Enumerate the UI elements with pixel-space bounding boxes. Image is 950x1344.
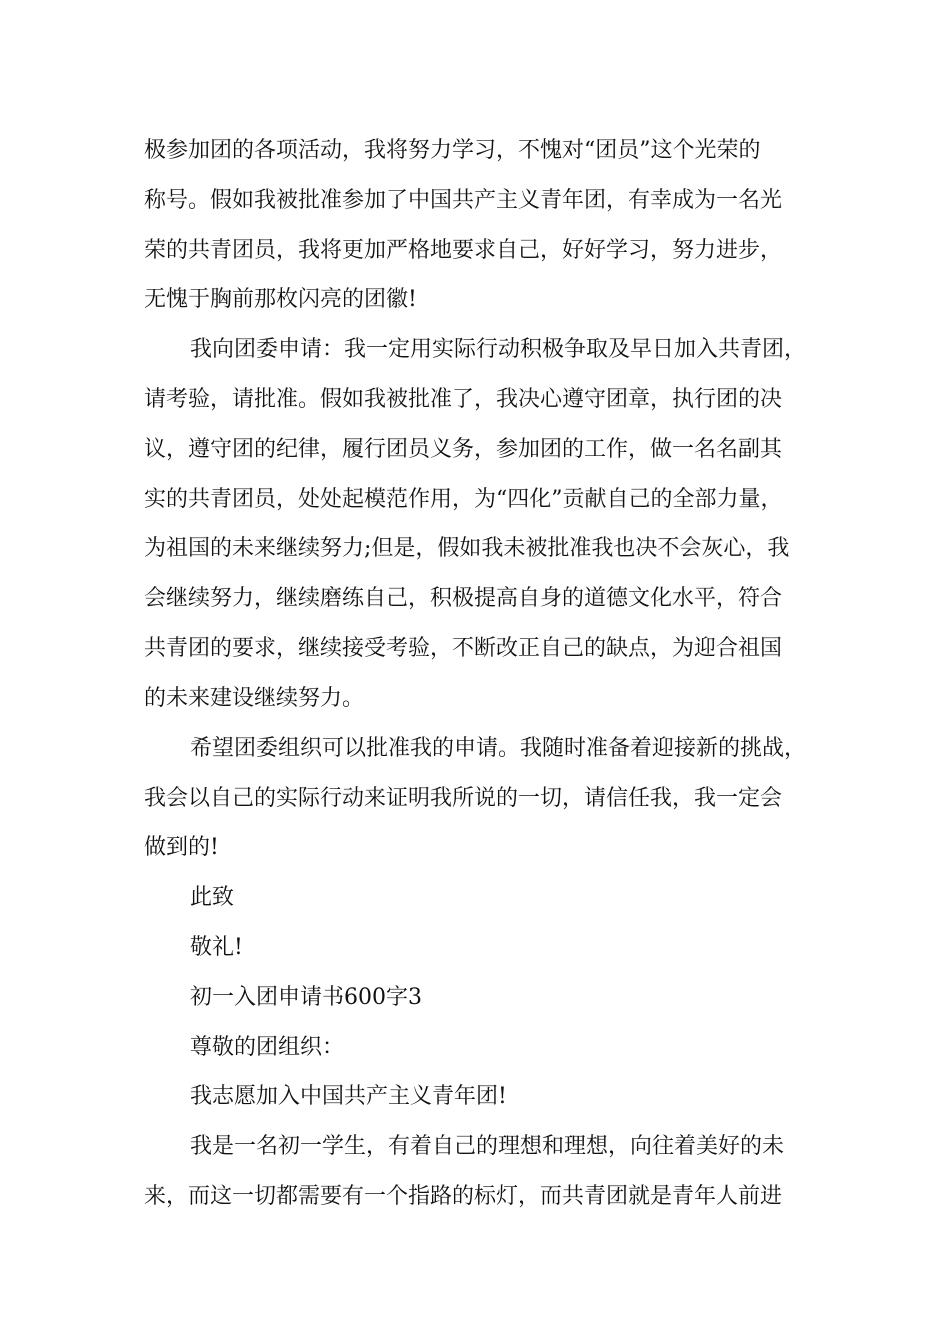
text-line: 无愧于胸前那枚闪亮的团徽! <box>144 287 417 312</box>
text-line: 荣的共青团员，我将更加严格地要求自己，好好学习，努力进步， <box>144 238 783 263</box>
text-line: 极参加团的各项活动，我将努力学习，不愧对“团员”这个光荣的 <box>144 138 761 163</box>
text-line: 称号。假如我被批准参加了中国共产主义青年团，有幸成为一名光 <box>144 188 783 213</box>
text-line: 共青团的要求，继续接受考验，不断改正自己的缺点，为迎合祖国 <box>144 636 783 661</box>
text-line: 会继续努力，继续磨练自己，积极提高自身的道德文化水平，符合 <box>144 586 783 611</box>
text-line: 议，遵守团的纪律，履行团员义务，参加团的工作，做一名名副其 <box>144 437 783 462</box>
text-line: 请考验，请批准。假如我被批准了，我决心遵守团章，执行团的决 <box>144 387 783 412</box>
paragraph-start-line: 希望团委组织可以批准我的申请。我随时准备着迎接新的挑战， <box>190 736 807 761</box>
text-line: 实的共青团员，处处起模范作用，为“四化”贡献自己的全部力量， <box>144 487 783 512</box>
greeting: 尊敬的团组织： <box>190 1035 345 1060</box>
text-line: 的未来建设继续努力。 <box>144 686 365 711</box>
closing-salutation: 此致 <box>190 885 235 910</box>
section-title: 初一入团申请书600字3 <box>190 985 422 1010</box>
paragraph-start-line: 我是一名初一学生，有着自己的理想和理想，向往着美好的未 <box>190 1134 785 1159</box>
closing-regards: 敬礼! <box>190 935 243 960</box>
paragraph-start-line: 我向团委申请：我一定用实际行动积极争取及早日加入共青团， <box>190 337 807 362</box>
text-line: 为祖国的未来继续努力;但是，假如我未被批准我也决不会灰心，我 <box>144 536 790 561</box>
text-line: 来，而这一切都需要有一个指路的标灯，而共青团就是青年人前进 <box>144 1184 783 1209</box>
text-line: 我会以自己的实际行动来证明我所说的一切，请信任我，我一定会 <box>144 786 783 811</box>
paragraph-start-line: 我志愿加入中国共产主义青年团! <box>190 1084 507 1109</box>
text-line: 做到的! <box>144 835 219 860</box>
